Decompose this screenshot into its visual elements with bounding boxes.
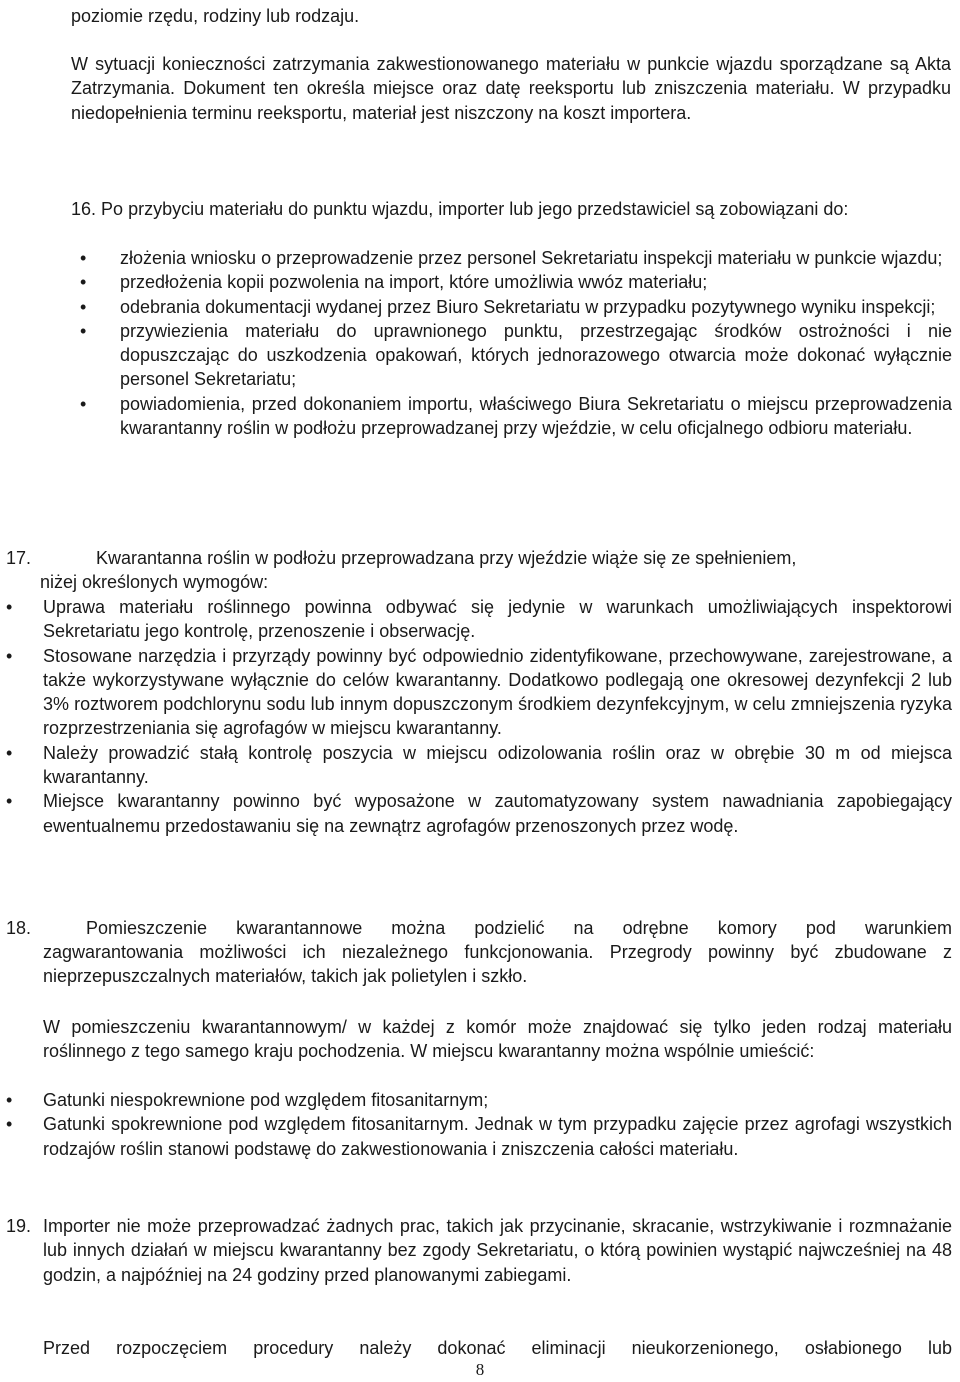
- section-number: 19.: [6, 1216, 32, 1236]
- bullet-icon: •: [6, 742, 13, 763]
- bullet-icon: •: [80, 248, 87, 268]
- list-item: • Gatunki spokrewnione pod względem fitosanitarnym. Jednak w tym przypadku zajęcie przez agrofagi wszystkich rodzajów roślin stanowi podstawę do zakwestionowania i zniszczenia całości materiału.: [6, 1114, 952, 1159]
- page-number: 8: [475, 1360, 485, 1379]
- section-19: 19. Importer nie może przeprowadzać żadnych prac, takich jak przycinanie, skracanie, wstrzykiwanie i rozmnażanie lub innych działań w miejscu kwarantanny bez zgody Sekretariatu, o którą powinien wystąpić najwcześniej na 48 godzin, a najpóźniej na 24 godziny przed planowanymi zabiegami.: [6, 1216, 952, 1285]
- list-item: • przedłożenia kopii pozwolenia na import, które umożliwia wwóz materiału;: [80, 270, 952, 294]
- list-item: • powiadomienia, przed dokonaniem importu, właściwego Biura Sekretariatu o miejscu przeprowadzenia kwarantanny roślin w podłożu przeprowadzanej przy wjeździe, w celu oficjalnego odbioru materiału.: [80, 393, 952, 439]
- section-number: 16.: [71, 199, 97, 219]
- list-item: • Miejsce kwarantanny powinno być wyposażone w zautomatyzowany system nawadniania zapobiegający ewentualnemu przedostawaniu się na zewnątrz agrofagów przenoszonych przez wodę.: [6, 791, 952, 836]
- section-18-paragraph: W pomieszczeniu kwarantannowym/ w każdej z komór może znajdować się tylko jeden rodzaj materiału roślinnego z tego samego kraju pochodzenia. W miejscu kwarantanny można wspólnie umieścić:: [43, 1017, 952, 1062]
- list-item: • Należy prowadzić stałą kontrolę poszycia w miejscu odizolowania roślin oraz w obrębie 30 m od miejsca kwarantanny.: [6, 742, 952, 788]
- list-item: • Stosowane narzędzia i przyrządy powinny być odpowiednio zidentyfikowane, przechowywane, zarejestrowane, a także wykorzystywane wyłącznie do celów kwarantanny. Dodatkowo podlegają one okresowej dezynfekcji 2 lub 3% roztworem podchlorynu sodu lub innym dopuszczonym środkiem dezynfekcyjnym, w celu zmniejszenia ryzyka rozprzestrzeniania się agrofagów w miejscu kwarantanny.: [6, 645, 952, 739]
- section-17: 17. Kwarantanna roślin w podłożu przeprowadzana przy wjeździe wiąże się ze spełnieniem, niżej określonych wymogów:: [6, 548, 797, 592]
- section-16-list: [80, 246, 952, 440]
- bullet-icon: •: [6, 597, 13, 617]
- paragraph-detention-records: W sytuacji konieczności zatrzymania zakwestionowanego materiału w punkcie wjazdu sporządzane są Akta Zatrzymania. Dokument ten określa miejsce oraz datę reeksportu lub zniszczenia materiału. W przypadku niedopełnienia terminu reeksportu, materiał jest niszczony na koszt importera.: [71, 54, 951, 123]
- list-item: • złożenia wniosku o przeprowadzenie przez personel Sekretariatu inspekcji materiału w punkcie wjazdu;: [80, 246, 952, 270]
- list-item: • Uprawa materiału roślinnego powinna odbywać się jedynie w warunkach umożliwiających inspektorowi Sekretariatu jego kontrolę, przenoszenie i obserwację.: [6, 597, 952, 642]
- section-16-intro: 16. Po przybyciu materiału do punktu wjazdu, importer lub jego przedstawiciel są zobowiązani do:: [71, 199, 849, 219]
- bullet-icon: •: [80, 320, 87, 341]
- section-18-list: [6, 1088, 952, 1161]
- section-19-paragraph: Przed rozpoczęciem procedury należy dokonać eliminacji nieukorzenionego, osłabionego lub: [43, 1338, 952, 1358]
- bullet-icon: •: [80, 296, 87, 317]
- section-17-list: [6, 595, 952, 838]
- bullet-icon: •: [6, 1114, 13, 1135]
- list-item: • przywiezienia materiału do uprawnionego punktu, przestrzegając środków ostrożności i nie dopuszczając do uszkodzenia opakowań, których jednorazowego otwarcia może dokonać wyłącznie personel Sekretariatu;: [80, 320, 952, 390]
- section-number: 18.: [6, 918, 32, 938]
- bullet-icon: •: [80, 393, 87, 414]
- bullet-icon: •: [80, 272, 87, 293]
- section-number: 17.: [6, 548, 32, 568]
- section-18-heading: Pomieszczenie kwarantannowe można podzielić na odrębne komory pod warunkiem: [86, 918, 952, 938]
- section-17-heading: Kwarantanna roślin w podłożu przeprowadzana przy wjeździe wiąże się ze spełnieniem,: [96, 548, 797, 568]
- bullet-icon: •: [6, 1090, 13, 1110]
- bullet-icon: •: [6, 791, 13, 812]
- bullet-icon: •: [6, 645, 13, 666]
- list-item: • odebrania dokumentacji wydanej przez Biuro Sekretariatu w przypadku pozytywnego wyniku inspekcji;: [80, 295, 952, 319]
- continued-line: poziomie rzędu, rodziny lub rodzaju.: [71, 6, 360, 26]
- section-16: [71, 197, 951, 221]
- section-18: 18. Pomieszczenie kwarantannowe można podzielić na odrębne komory pod warunkiem zagwarantowania możliwości ich niezależnego funkcjonowania. Przegrody powinny być zbudowane z nieprzepuszczalnych materiałów, takich jak polietylen i szkło.: [6, 918, 952, 987]
- list-item: • Gatunki niespokrewnione pod względem fitosanitarnym;: [6, 1088, 952, 1112]
